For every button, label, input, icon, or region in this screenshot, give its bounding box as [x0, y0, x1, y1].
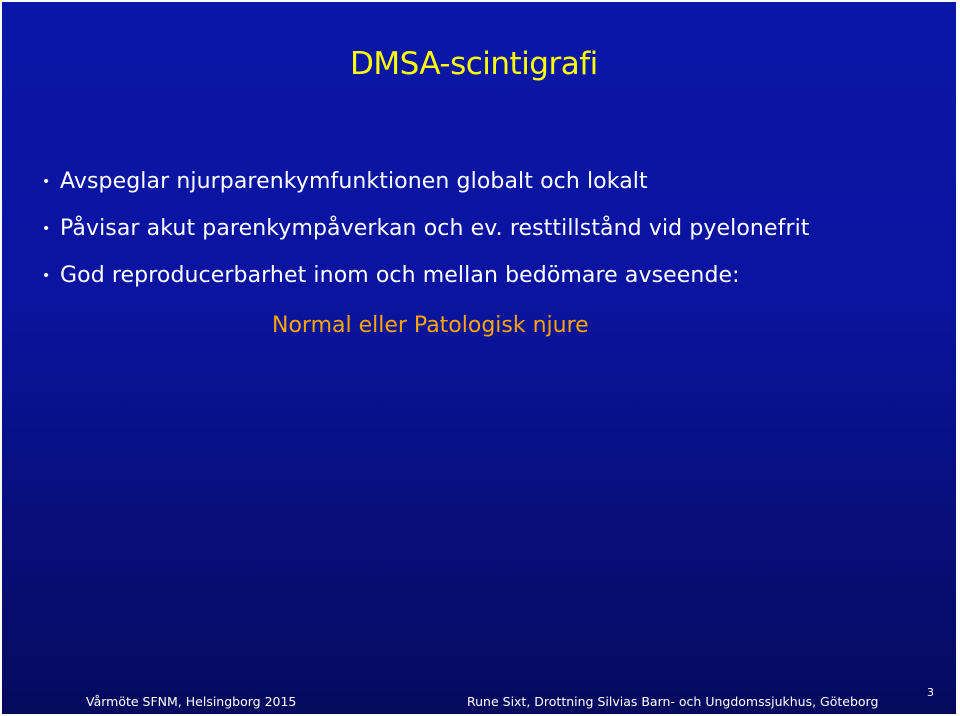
slide-title: DMSA-scintigrafi	[350, 46, 598, 82]
page-number: 3	[927, 686, 934, 699]
footer-event: Vårmöte SFNM, Helsingborg 2015	[86, 694, 297, 709]
bullet-item	[42, 214, 810, 261]
slide	[2, 2, 956, 714]
bullet-dot-icon: •	[42, 221, 51, 237]
bullet-item	[42, 167, 810, 214]
bullet-dot-icon: •	[42, 268, 51, 284]
bullet-text: Påvisar akut parenkympåverkan och ev. resttillstånd vid pyelonefrit	[60, 216, 810, 241]
bullet-text: God reproducerbarhet inom och mellan bedömare avseende:	[60, 263, 740, 288]
bullet-item	[42, 261, 810, 308]
bullet-text: Avspeglar njurparenkymfunktionen globalt och lokalt	[60, 169, 648, 194]
bullet-dot-icon: •	[42, 174, 51, 190]
bullet-list	[42, 167, 810, 308]
highlighted-subline: Normal eller Patologisk njure	[272, 313, 589, 338]
footer-author: Rune Sixt, Drottning Silvias Barn- och Ungdomssjukhus, Göteborg	[467, 694, 879, 709]
